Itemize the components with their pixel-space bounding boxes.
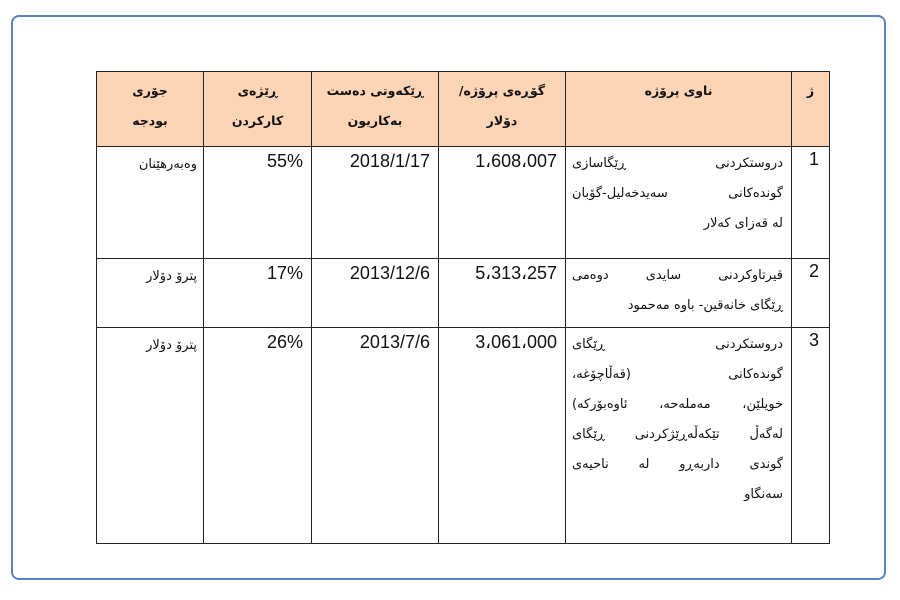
budget-type-cell: پترۆ دۆلار — [97, 328, 204, 544]
header-index: ژ — [792, 72, 830, 147]
row-index: 3 — [792, 328, 830, 544]
project-name-line: لە قەزای کەلار — [703, 216, 783, 231]
table-row — [97, 259, 830, 328]
project-name-line: قیرتاوکردنی سایدی دوەمی — [572, 268, 783, 283]
header-progress-line2: کارکردن — [231, 113, 284, 128]
project-name-cell — [566, 259, 792, 328]
project-name-line: گوندەکانی سەیدخەلیل-گۆبان — [572, 186, 783, 201]
row-index: 1 — [792, 147, 830, 259]
header-progress-line1: ڕێژەی — [237, 83, 278, 98]
date-cell: 2018/1/17 — [312, 147, 439, 259]
header-budget-line1: جۆری — [132, 83, 168, 98]
header-date-line1: ڕێکەوتی دەست — [326, 83, 424, 98]
date-cell: 2013/12/6 — [312, 259, 439, 328]
project-name-line: سەنگاو — [744, 487, 783, 502]
table-row — [97, 328, 830, 544]
header-amount-line1: گۆڕەی پرۆژە/ — [458, 83, 546, 98]
header-budget-line2: بودجە — [132, 113, 168, 128]
header-date-line2: بەکاریون — [347, 113, 403, 128]
header-progress — [204, 72, 312, 147]
project-name-line: دروستکردنی ڕێگاسازی — [572, 156, 783, 171]
row-index: 2 — [792, 259, 830, 328]
progress-cell: 55% — [204, 147, 312, 259]
project-name-line: دروستکردنی ڕێگای — [572, 337, 783, 352]
table-row — [97, 147, 830, 259]
header-project-name: ناوی پرۆژە — [566, 72, 792, 147]
date-cell: 2013/7/6 — [312, 328, 439, 544]
projects-table — [96, 71, 830, 544]
header-amount-line2: دۆلار — [486, 113, 518, 128]
project-name-line: گوندەکانی (قەڵاچۆغە، — [572, 367, 783, 382]
progress-cell: 17% — [204, 259, 312, 328]
project-name-line: لەگەڵ تێکەڵەڕێژکردنی ڕێگای — [572, 427, 783, 442]
project-name-line: ڕێگای خانەقین- باوە مەحمود — [627, 298, 783, 313]
project-name-line: گوندی داربەڕو لە ناحیەی — [572, 457, 783, 472]
project-name-line: خویلێن، مەملەحە، ئاوەبۆرکە) — [572, 397, 783, 412]
budget-type-cell: وەبەرهێنان — [97, 147, 204, 259]
header-budget-type — [97, 72, 204, 147]
project-name-cell — [566, 328, 792, 544]
header-row — [97, 72, 830, 147]
amount-cell: 1،608،007 — [439, 147, 566, 259]
amount-cell: 5،313،257 — [439, 259, 566, 328]
budget-type-cell: پترۆ دۆلار — [97, 259, 204, 328]
project-name-cell — [566, 147, 792, 259]
header-start-date — [312, 72, 439, 147]
header-amount — [439, 72, 566, 147]
progress-cell: 26% — [204, 328, 312, 544]
amount-cell: 3،061،000 — [439, 328, 566, 544]
